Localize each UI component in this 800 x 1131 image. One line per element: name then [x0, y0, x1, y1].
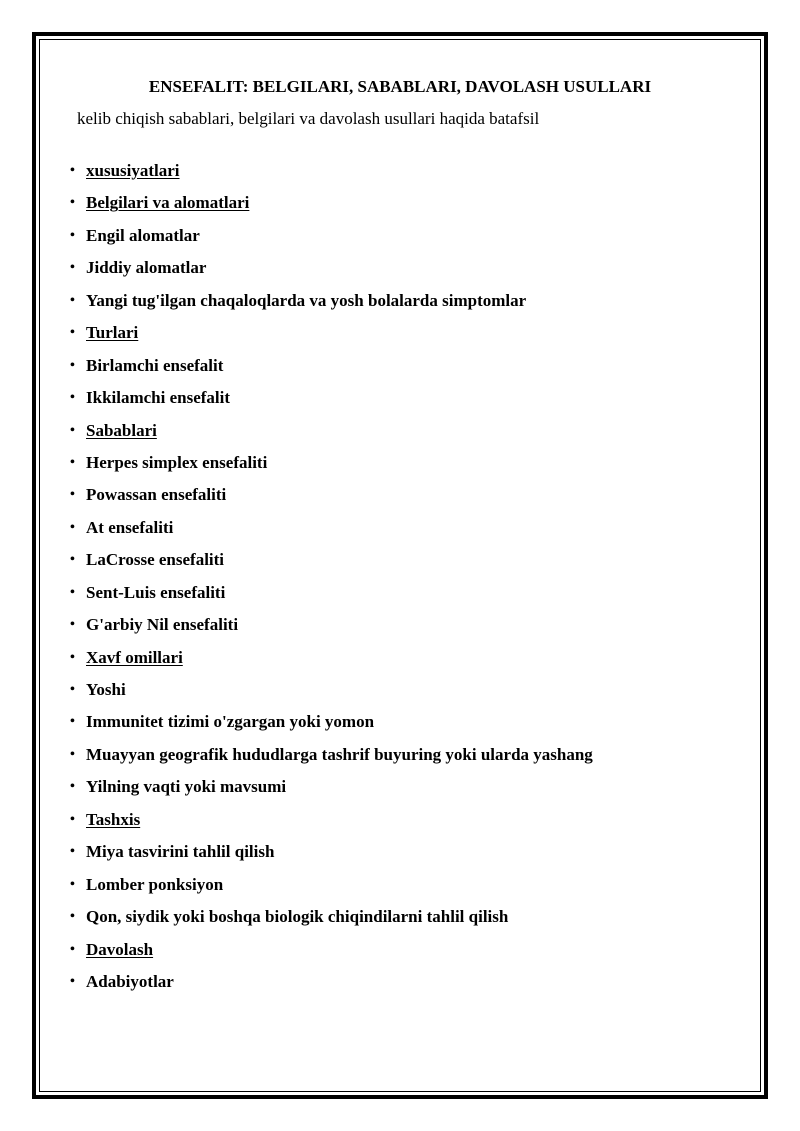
toc-item-text: Yilning vaqti yoki mavsumi: [86, 777, 287, 797]
document-title: ENSEFALIT: BELGILARI, SABABLARI, DAVOLASH USULLARI: [148, 77, 652, 96]
toc-item-text: G'arbiy Nil ensefaliti: [86, 615, 239, 635]
bullet-icon: •: [70, 163, 75, 178]
toc-item-text: Yangi tug'ilgan chaqaloqlarda va yosh bolalarda simptomlar: [86, 290, 527, 310]
bullet-icon: •: [70, 260, 75, 276]
bullet-icon: •: [70, 390, 75, 406]
bullet-icon: •: [70, 844, 75, 860]
bullet-icon: •: [70, 811, 75, 827]
bullet-icon: •: [70, 357, 75, 373]
toc-item-text: Qon, siydik yoki boshqa biologik chiqindilarni tahlil qilish: [86, 907, 509, 927]
toc-item-text: Yoshi: [86, 680, 126, 699]
bullet-icon: •: [70, 227, 75, 243]
toc-item-text: Miya tasvirini tahlil qilish: [86, 842, 275, 862]
bullet-icon: •: [70, 552, 75, 568]
toc-item-text: Powassan ensefaliti: [86, 485, 227, 505]
bullet-icon: •: [70, 682, 75, 697]
toc-item-text: Adabiyotlar: [86, 971, 174, 991]
toc-item-text: Engil alomatlar: [86, 225, 200, 245]
bullet-icon: •: [70, 325, 75, 341]
bullet-icon: •: [70, 973, 75, 989]
document-subtitle: kelib chiqish sabablari, belgilari va davolash usullari haqida batafsil: [77, 109, 540, 128]
bullet-icon: •: [70, 584, 75, 600]
bullet-icon: •: [70, 714, 75, 730]
toc-item-text: Herpes simplex ensefaliti: [86, 452, 268, 472]
toc-heading-link[interactable]: Davolash: [86, 939, 154, 959]
bullet-icon: •: [70, 454, 75, 470]
toc-item-text: Lomber ponksiyon: [86, 874, 224, 894]
toc-item-text: At ensefaliti: [86, 517, 174, 537]
toc-item-text: Sent-Luis ensefaliti: [86, 582, 226, 602]
bullet-icon: •: [70, 876, 75, 892]
toc-item-text: LaCrosse ensefaliti: [86, 550, 225, 570]
toc-heading-link[interactable]: Xavf omillari: [86, 647, 183, 667]
bullet-icon: •: [70, 779, 75, 795]
toc-heading-link[interactable]: Sabablari: [86, 420, 157, 440]
bullet-icon: •: [70, 292, 75, 308]
bullet-icon: •: [70, 519, 75, 535]
bullet-icon: •: [70, 941, 75, 957]
bullet-icon: •: [70, 909, 75, 925]
bullet-icon: •: [70, 617, 75, 633]
toc-item-text: Immunitet tizimi o'zgargan yoki yomon: [86, 712, 375, 732]
toc-heading-link[interactable]: Tashxis: [86, 809, 141, 829]
toc-item-text: Jiddiy alomatlar: [86, 258, 207, 278]
bullet-icon: •: [70, 746, 75, 762]
toc-heading-link[interactable]: Belgilari va alomatlari: [86, 193, 250, 213]
toc-heading-link[interactable]: xususiyatlari: [86, 161, 180, 180]
bullet-icon: •: [70, 422, 75, 438]
toc-heading-link[interactable]: Turlari: [86, 323, 139, 343]
toc-item-text: Birlamchi ensefalit: [86, 355, 224, 375]
toc-item-text: Ikkilamchi ensefalit: [86, 388, 231, 408]
toc-item-text: Muayyan geografik hududlarga tashrif buyuring yoki ularda yashang: [86, 744, 593, 764]
bullet-icon: •: [70, 649, 75, 665]
bullet-icon: •: [70, 487, 75, 503]
bullet-icon: •: [70, 195, 75, 211]
